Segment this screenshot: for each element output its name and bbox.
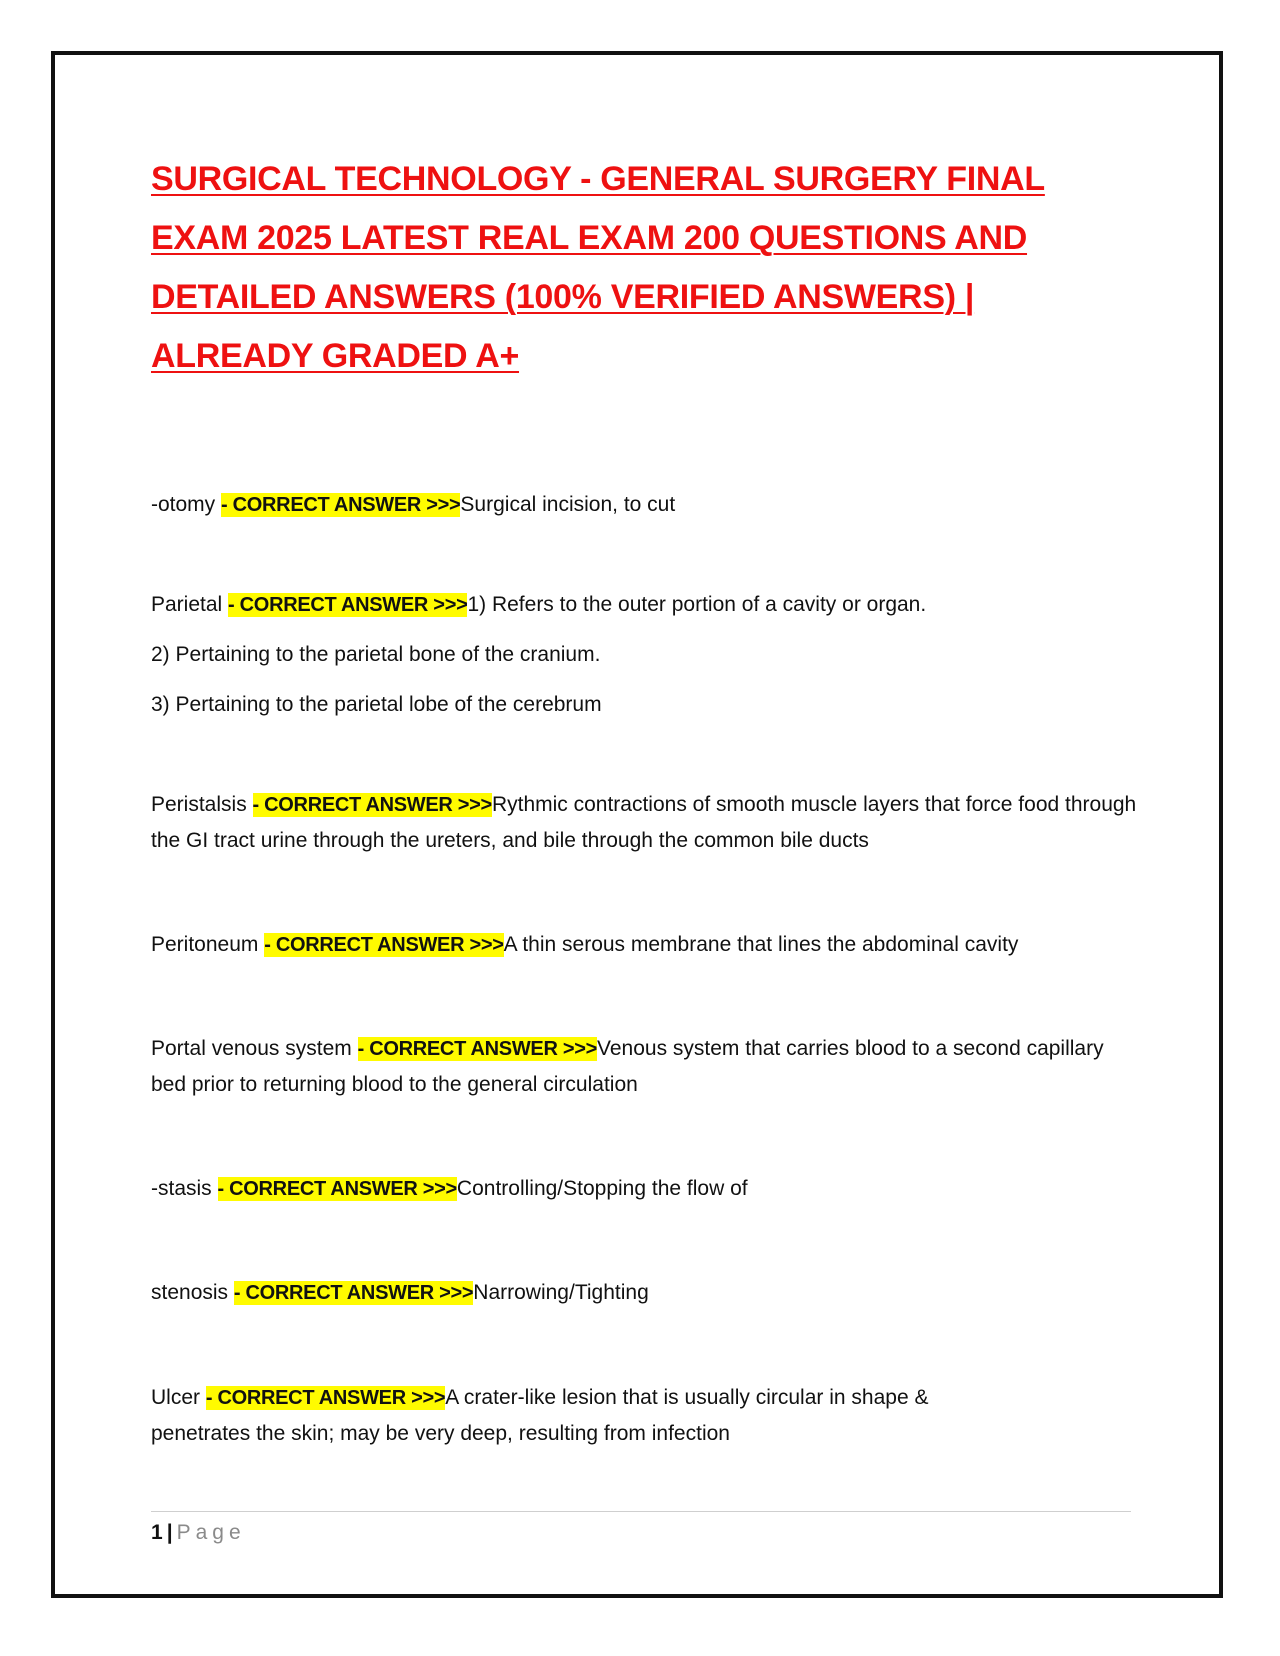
correct-answer-marker: - CORRECT ANSWER >>> <box>228 594 468 616</box>
correct-answer-marker: - CORRECT ANSWER >>> <box>252 794 492 816</box>
entry-line <box>151 587 1141 623</box>
entry-ulcer <box>151 1380 1031 1452</box>
entry-otomy <box>151 487 675 523</box>
entry-answer: A crater-like lesion that is usually circular in shape & penetrates the skin; may be very deep, resulting from infection <box>151 1386 929 1445</box>
entry-peristalsis <box>151 787 1141 859</box>
entry-answer: Controlling/Stopping the flow of <box>456 1177 748 1200</box>
entry-answer: Narrowing/Tighting <box>473 1281 649 1304</box>
correct-answer-marker: - CORRECT ANSWER >>> <box>205 1387 446 1409</box>
correct-answer-marker: - CORRECT ANSWER >>> <box>233 1282 474 1304</box>
correct-answer-marker: - CORRECT ANSWER >>> <box>217 1178 457 1200</box>
footer-separator: | <box>166 1521 173 1544</box>
document-header <box>151 150 1141 386</box>
page-footer <box>151 1518 246 1548</box>
correct-answer-marker: - CORRECT ANSWER >>> <box>264 934 504 956</box>
entry-term: -stasis <box>151 1177 218 1200</box>
title-line-4: ALREADY GRADED A+ <box>151 337 520 375</box>
footer-divider <box>151 1511 1131 1512</box>
entry-answer: Rythmic contractions of smooth muscle layers that force food through the GI tract urine through the ureters, and bile through the common bile ducts <box>151 793 1137 852</box>
entry-term: Portal venous system <box>151 1037 358 1060</box>
entry-term: stenosis <box>151 1281 234 1304</box>
entry-term: Peritoneum <box>151 933 265 956</box>
correct-answer-marker: - CORRECT ANSWER >>> <box>357 1038 597 1060</box>
entry-term: Ulcer <box>151 1386 206 1409</box>
entry-extra-line: 3) Pertaining to the parietal lobe of the cerebrum <box>151 693 602 716</box>
document-title <box>151 150 1141 386</box>
entry-parietal <box>151 587 1141 723</box>
entry-term: Peristalsis <box>151 793 253 816</box>
entry-stasis <box>151 1171 1141 1207</box>
entry-extra-line: 2) Pertaining to the parietal bone of the cranium. <box>151 643 601 666</box>
entry-term: Parietal <box>151 593 229 616</box>
entry-term: -otomy <box>151 493 222 516</box>
entry-stenosis <box>151 1275 1141 1311</box>
entry-answer: 1) Refers to the outer portion of a cavity or organ. <box>467 593 927 616</box>
entry-answer: Surgical incision, to cut <box>460 493 676 516</box>
title-line-3: DETAILED ANSWERS (100% VERIFIED ANSWERS) | <box>151 278 975 316</box>
page-number: 1 <box>151 1521 163 1544</box>
entry-portal-venous-system <box>151 1031 1141 1103</box>
entry-answer: Venous system that carries blood to a second capillary bed prior to returning blood to the general circulation <box>151 1037 1104 1096</box>
title-line-1: SURGICAL TECHNOLOGY - GENERAL SURGERY FINAL <box>151 160 1045 198</box>
correct-answer-marker: - CORRECT ANSWER >>> <box>221 494 461 516</box>
title-line-2: EXAM 2025 LATEST REAL EXAM 200 QUESTIONS AND <box>151 219 1028 257</box>
page-label: Page <box>176 1521 246 1544</box>
entry-peritoneum <box>151 927 1151 963</box>
entry-answer: A thin serous membrane that lines the abdominal cavity <box>503 933 1019 956</box>
